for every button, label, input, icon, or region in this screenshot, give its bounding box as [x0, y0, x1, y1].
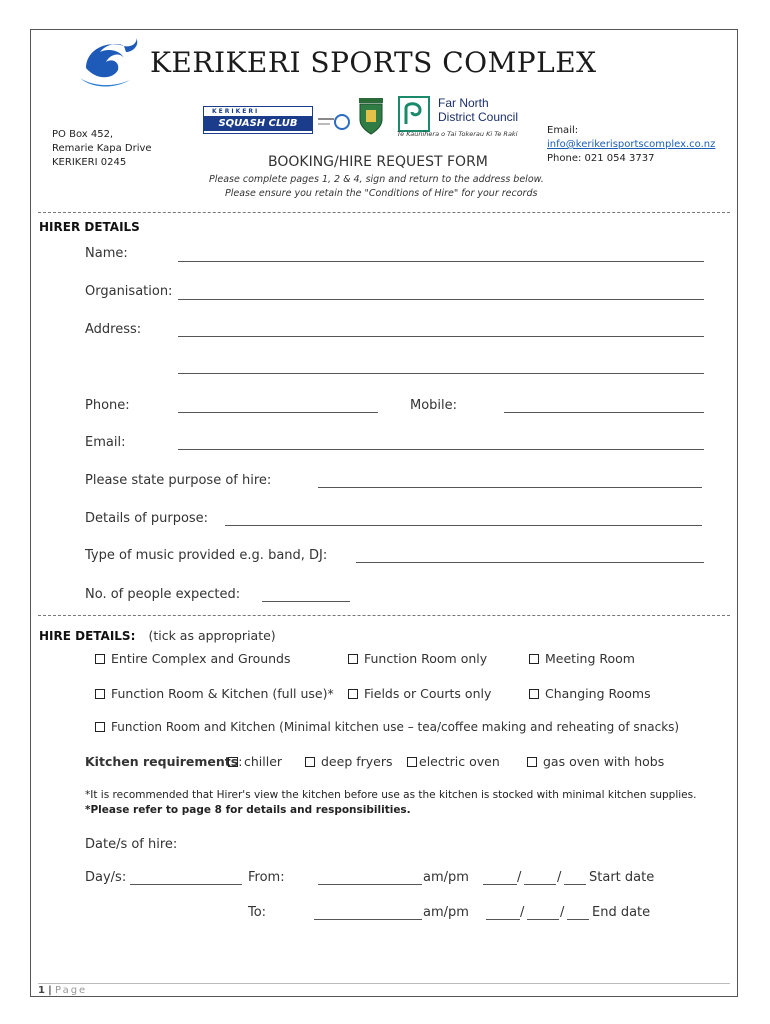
squash-club-top-text: KERIKERI [212, 108, 260, 115]
end-day-field[interactable] [486, 919, 520, 920]
option-label: Entire Complex and Grounds [111, 651, 291, 666]
from-ampm: am/pm [423, 870, 469, 885]
checkbox[interactable] [348, 689, 358, 699]
postal-address [52, 128, 152, 170]
option-meeting-room[interactable] [529, 651, 635, 666]
address-line: PO Box 452, [52, 129, 114, 140]
checkbox[interactable] [305, 757, 315, 767]
option-label: deep fryers [321, 754, 393, 769]
option-changing-rooms[interactable] [529, 686, 651, 701]
address-line: KERIKERI 0245 [52, 157, 127, 168]
address-line: Remarie Kapa Drive [52, 143, 152, 154]
phone-label: Phone: [85, 398, 130, 413]
kitchen-note: *It is recommended that Hirer's view the kitchen before use as the kitchen is stocked with minimal kitchen supplies. [85, 789, 697, 801]
checkbox[interactable] [529, 689, 539, 699]
start-year-field[interactable] [564, 884, 586, 885]
people-field[interactable] [262, 601, 350, 602]
checkbox[interactable] [348, 654, 358, 664]
kitchen-option-gas-oven[interactable] [527, 754, 664, 769]
contact-block [547, 124, 715, 166]
date-separator: / [557, 870, 562, 885]
mobile-field[interactable] [504, 412, 704, 413]
kitchen-requirements [85, 754, 248, 769]
name-label: Name: [85, 246, 128, 261]
footer-separator: | [48, 985, 52, 996]
dates-label: Date/s of hire: [85, 837, 178, 852]
option-label: Function Room & Kitchen (full use)* [111, 686, 334, 701]
kitchen-option-chiller[interactable] [228, 754, 282, 769]
organisation-label: Organisation: [85, 284, 173, 299]
netball-logo [316, 108, 350, 136]
hirer-details-heading: HIRER DETAILS [39, 220, 140, 234]
squash-club-logo [203, 106, 313, 134]
email-field[interactable] [178, 449, 704, 450]
option-label: Changing Rooms [545, 686, 651, 701]
council-name-line2: District Council [438, 110, 519, 124]
email-field-label: Email: [85, 435, 126, 450]
complex-title: KERIKERI SPORTS COMPLEX [150, 46, 597, 79]
days-field[interactable] [130, 884, 242, 885]
details-label: Details of purpose: [85, 511, 209, 526]
hire-details-note: (tick as appropriate) [148, 628, 276, 643]
option-entire-complex[interactable] [95, 651, 291, 666]
phone-number: Phone: 021 054 3737 [547, 153, 655, 164]
date-separator: / [517, 870, 522, 885]
date-separator: / [560, 905, 565, 920]
address-field-line2[interactable] [178, 373, 704, 374]
form-title: BOOKING/HIRE REQUEST FORM [268, 154, 488, 170]
option-function-kitchen-full[interactable] [95, 686, 334, 701]
page-word: Page [55, 985, 88, 996]
purpose-label: Please state purpose of hire: [85, 473, 272, 488]
purpose-field[interactable] [318, 487, 702, 488]
date-separator: / [520, 905, 525, 920]
hire-details-heading [39, 625, 276, 644]
to-ampm: am/pm [423, 905, 469, 920]
section-divider [38, 615, 730, 616]
option-label: Meeting Room [545, 651, 635, 666]
option-label: chiller [244, 754, 283, 769]
organisation-field[interactable] [178, 299, 704, 300]
end-month-field[interactable] [527, 919, 559, 920]
name-field[interactable] [178, 261, 704, 262]
page-number: 1 [38, 985, 45, 996]
council-logo-icon [398, 96, 430, 132]
people-label: No. of people expected: [85, 587, 241, 602]
end-year-field[interactable] [567, 919, 589, 920]
checkbox[interactable] [529, 654, 539, 664]
checkbox[interactable] [95, 654, 105, 664]
squash-club-text: SQUASH CLUB [204, 116, 312, 131]
council-tagline: Te Kaunihera o Tai Tokerau Ki Te Raki [397, 130, 518, 138]
page-footer [38, 985, 87, 996]
end-date-label: End date [592, 905, 651, 920]
council-name-line1: Far North [438, 96, 489, 110]
instruction-line: Please ensure you retain the "Conditions of Hire" for your records [225, 188, 538, 199]
from-time-field[interactable] [318, 884, 422, 885]
kitchen-requirements-colon: : [238, 754, 243, 769]
mobile-label: Mobile: [410, 398, 458, 413]
music-label: Type of music provided e.g. band, DJ: [85, 548, 328, 563]
complex-logo [78, 38, 148, 90]
address-field-line1[interactable] [178, 336, 704, 337]
to-time-field[interactable] [314, 919, 422, 920]
responsibilities-note: *Please refer to page 8 for details and responsibilities. [85, 804, 411, 816]
details-field[interactable] [225, 525, 702, 526]
option-fields-courts[interactable] [348, 686, 491, 701]
checkbox[interactable] [95, 689, 105, 699]
start-day-field[interactable] [483, 884, 517, 885]
option-label: Function Room and Kitchen (Minimal kitchen use – tea/coffee making and reheating of snacks) [111, 720, 680, 734]
music-field[interactable] [356, 562, 704, 563]
instruction-line: Please complete pages 1, 2 & 4, sign and return to the address below. [209, 174, 544, 185]
checkbox[interactable] [228, 757, 238, 767]
checkbox[interactable] [527, 757, 537, 767]
from-label: From: [248, 870, 285, 885]
council-name [438, 96, 518, 124]
email-label: Email: [547, 125, 579, 136]
email-link[interactable]: info@kerikerisportscomplex.co.nz [547, 139, 716, 150]
kitchen-requirements-label: Kitchen requirements [85, 754, 239, 769]
option-function-kitchen-minimal[interactable] [95, 720, 679, 734]
option-function-room-only[interactable] [348, 651, 487, 666]
footer-rule [38, 983, 730, 984]
section-divider [38, 212, 730, 213]
address-label: Address: [85, 322, 142, 337]
kitchen-option-electric-oven[interactable] [407, 754, 500, 769]
option-label: Fields or Courts only [364, 686, 492, 701]
start-date-label: Start date [589, 870, 655, 885]
phone-field[interactable] [178, 412, 378, 413]
days-label: Day/s: [85, 870, 127, 885]
to-label: To: [248, 905, 267, 920]
kitchen-option-deep-fryers[interactable] [305, 754, 393, 769]
checkbox[interactable] [95, 722, 105, 732]
checkbox[interactable] [407, 757, 417, 767]
club-crest-logo [356, 96, 386, 136]
option-label: Function Room only [364, 651, 488, 666]
hire-details-title: HIRE DETAILS: [39, 629, 136, 643]
start-month-field[interactable] [524, 884, 556, 885]
option-label: gas oven with hobs [543, 754, 665, 769]
option-label: electric oven [419, 754, 500, 769]
